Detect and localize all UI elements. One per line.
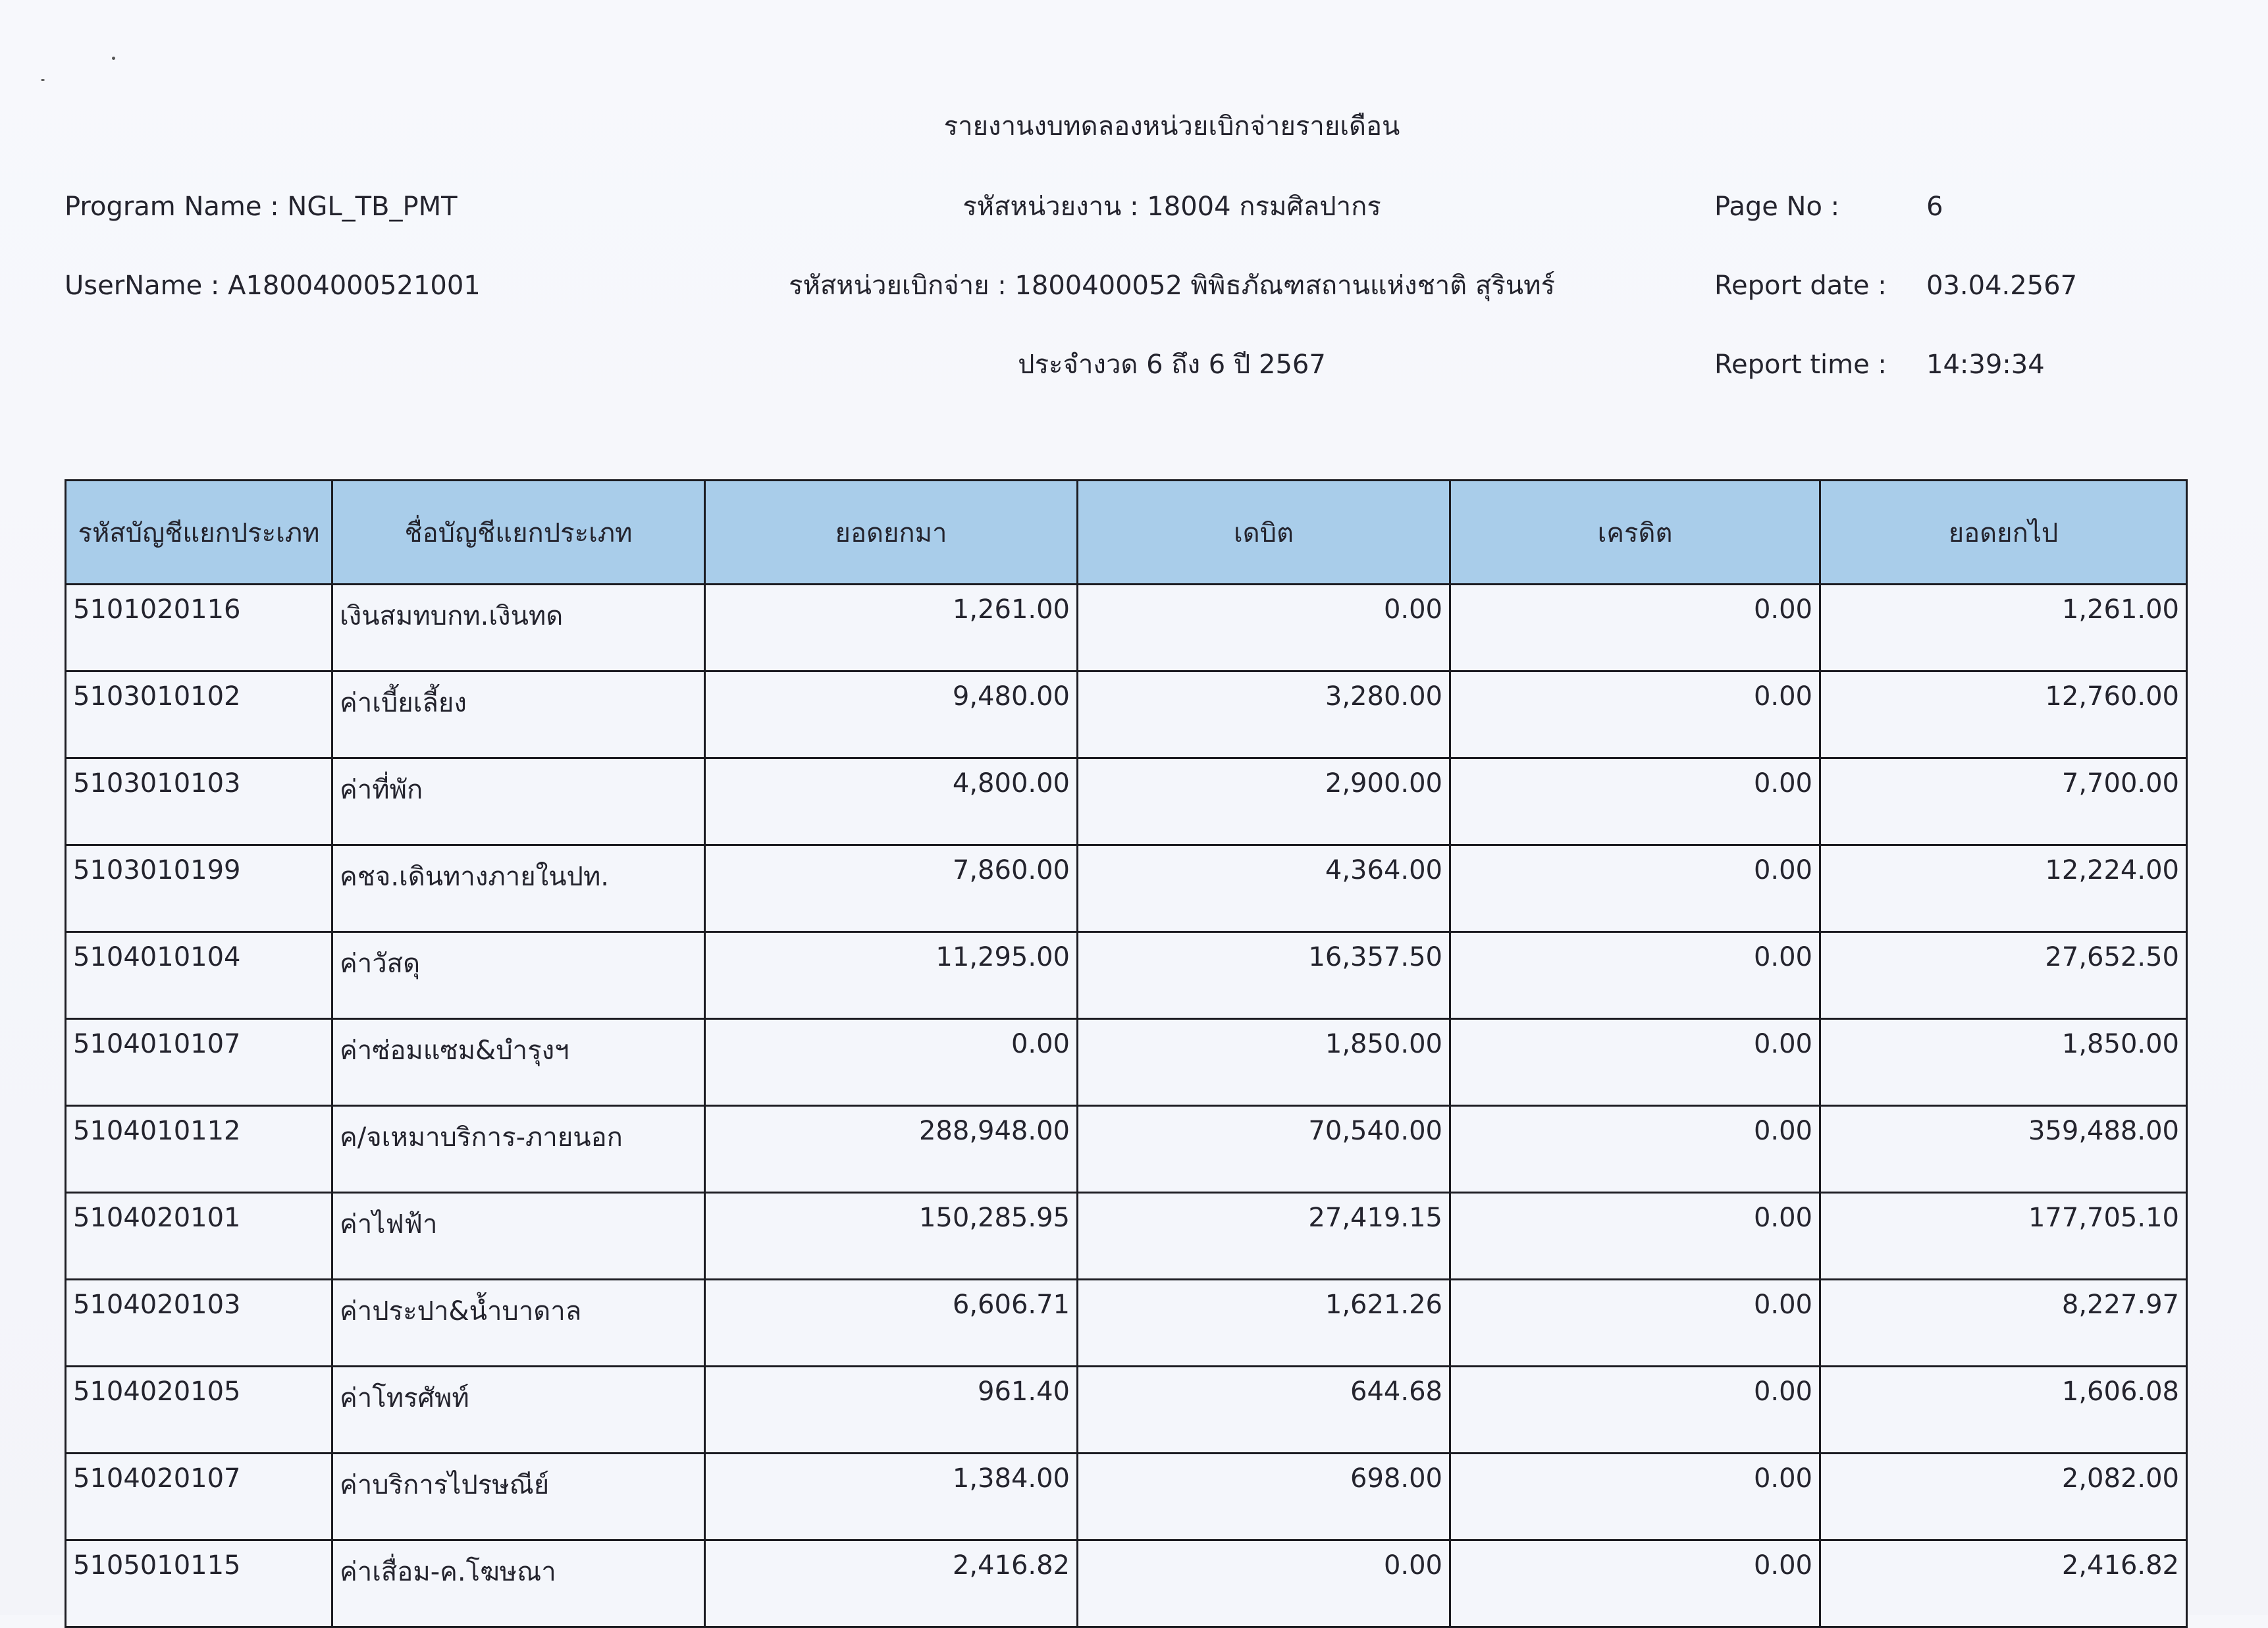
cell-debit: 70,540.00 xyxy=(1078,1106,1450,1193)
report-title: รายงานงบทดลองหน่วยเบิกจ่ายรายเดือน xyxy=(943,111,1400,142)
cell-account-code: 5105010115 xyxy=(66,1540,332,1627)
scan-speck xyxy=(112,57,115,60)
cell-brought-forward: 6,606.71 xyxy=(705,1280,1078,1367)
cell-brought-forward: 150,285.95 xyxy=(705,1193,1078,1280)
column-header-carried-forward: ยอดยกไป xyxy=(1820,481,2187,585)
cell-brought-forward: 2,416.82 xyxy=(705,1540,1078,1627)
cell-brought-forward: 1,261.00 xyxy=(705,585,1078,671)
cell-credit: 0.00 xyxy=(1450,1193,1820,1280)
cell-credit: 0.00 xyxy=(1450,671,1820,758)
cell-carried-forward: 2,082.00 xyxy=(1820,1454,2187,1540)
cell-account-name: ค่าประปา&น้ำบาดาล xyxy=(332,1280,705,1367)
cell-account-code: 5104020105 xyxy=(66,1367,332,1454)
cell-debit: 0.00 xyxy=(1078,585,1450,671)
cell-brought-forward: 7,860.00 xyxy=(705,845,1078,932)
column-header-brought-forward: ยอดยกมา xyxy=(705,481,1078,585)
trial-balance-table xyxy=(65,479,2188,1628)
cell-account-name: ค่าเบี้ยเลี้ยง xyxy=(332,671,705,758)
report-date-value: 03.04.2567 xyxy=(1926,271,2078,301)
cell-carried-forward: 12,224.00 xyxy=(1820,845,2187,932)
cell-carried-forward: 359,488.00 xyxy=(1820,1106,2187,1193)
cell-debit: 3,280.00 xyxy=(1078,671,1450,758)
page-no-label: Page No : xyxy=(1714,192,1840,222)
table-row xyxy=(66,1193,2187,1280)
cell-debit: 16,357.50 xyxy=(1078,932,1450,1019)
cell-debit: 2,900.00 xyxy=(1078,758,1450,845)
cell-credit: 0.00 xyxy=(1450,1019,1820,1106)
cell-debit: 4,364.00 xyxy=(1078,845,1450,932)
cell-account-code: 5104020103 xyxy=(66,1280,332,1367)
cell-brought-forward: 0.00 xyxy=(705,1019,1078,1106)
table-row xyxy=(66,758,2187,845)
cell-account-code: 5104020107 xyxy=(66,1454,332,1540)
table-header-row xyxy=(66,481,2187,585)
cell-brought-forward: 11,295.00 xyxy=(705,932,1078,1019)
program-name: Program Name : NGL_TB_PMT xyxy=(65,192,458,222)
cell-account-name: ค่าไฟฟ้า xyxy=(332,1193,705,1280)
cell-account-name: ค่าบริการไปรษณีย์ xyxy=(332,1454,705,1540)
cell-credit: 0.00 xyxy=(1450,1367,1820,1454)
cell-account-code: 5104010112 xyxy=(66,1106,332,1193)
agency-code-line: รหัสหน่วยงาน : 18004 กรมศิลปากร xyxy=(963,192,1381,222)
cell-account-name: เงินสมทบกท.เงินทด xyxy=(332,585,705,671)
cell-account-code: 5103010199 xyxy=(66,845,332,932)
user-name: UserName : A18004000521001 xyxy=(65,271,481,301)
cell-account-name: ค่าที่พัก xyxy=(332,758,705,845)
table-row xyxy=(66,671,2187,758)
cell-debit: 1,621.26 xyxy=(1078,1280,1450,1367)
cell-account-code: 5104010104 xyxy=(66,932,332,1019)
cell-carried-forward: 1,261.00 xyxy=(1820,585,2187,671)
cell-carried-forward: 1,606.08 xyxy=(1820,1367,2187,1454)
cell-credit: 0.00 xyxy=(1450,845,1820,932)
cell-carried-forward: 2,416.82 xyxy=(1820,1540,2187,1627)
cell-brought-forward: 288,948.00 xyxy=(705,1106,1078,1193)
column-header-credit: เครดิต xyxy=(1450,481,1820,585)
table-row xyxy=(66,1454,2187,1540)
table-row xyxy=(66,1280,2187,1367)
cell-brought-forward: 9,480.00 xyxy=(705,671,1078,758)
report-time-value: 14:39:34 xyxy=(1926,350,2045,380)
cell-account-code: 5103010103 xyxy=(66,758,332,845)
cell-account-name: คชจ.เดินทางภายในปท. xyxy=(332,845,705,932)
table-row xyxy=(66,585,2187,671)
cell-carried-forward: 7,700.00 xyxy=(1820,758,2187,845)
table-row xyxy=(66,1540,2187,1627)
cell-carried-forward: 1,850.00 xyxy=(1820,1019,2187,1106)
cell-account-code: 5101020116 xyxy=(66,585,332,671)
cell-account-name: ค่าวัสดุ xyxy=(332,932,705,1019)
cell-account-name: ค่าโทรศัพท์ xyxy=(332,1367,705,1454)
scan-speck xyxy=(41,79,45,81)
cell-credit: 0.00 xyxy=(1450,758,1820,845)
cell-credit: 0.00 xyxy=(1450,932,1820,1019)
cell-credit: 0.00 xyxy=(1450,1454,1820,1540)
cell-account-name: ค่าซ่อมแซม&บำรุงฯ xyxy=(332,1019,705,1106)
cell-brought-forward: 961.40 xyxy=(705,1367,1078,1454)
report-date-label: Report date : xyxy=(1714,271,1887,301)
cell-account-name: ค่าเสื่อม-ค.โฆษณา xyxy=(332,1540,705,1627)
column-header-account-name: ชื่อบัญชีแยกประเภท xyxy=(332,481,705,585)
table-row xyxy=(66,932,2187,1019)
table-row xyxy=(66,845,2187,932)
cell-carried-forward: 8,227.97 xyxy=(1820,1280,2187,1367)
page-no-value: 6 xyxy=(1926,192,1943,222)
cell-credit: 0.00 xyxy=(1450,585,1820,671)
cell-debit: 27,419.15 xyxy=(1078,1193,1450,1280)
cell-debit: 1,850.00 xyxy=(1078,1019,1450,1106)
cell-carried-forward: 27,652.50 xyxy=(1820,932,2187,1019)
column-header-account-code: รหัสบัญชีแยกประเภท xyxy=(66,481,332,585)
cell-account-name: ค/จเหมาบริการ-ภายนอก xyxy=(332,1106,705,1193)
cell-brought-forward: 4,800.00 xyxy=(705,758,1078,845)
cell-credit: 0.00 xyxy=(1450,1540,1820,1627)
table-row xyxy=(66,1106,2187,1193)
cell-credit: 0.00 xyxy=(1450,1280,1820,1367)
column-header-debit: เดบิต xyxy=(1078,481,1450,585)
table-row xyxy=(66,1019,2187,1106)
disbursing-unit-line: รหัสหน่วยเบิกจ่าย : 1800400052 พิพิธภัณฑสถานแห่งชาติ สุรินทร์ xyxy=(789,271,1555,301)
cell-debit: 698.00 xyxy=(1078,1454,1450,1540)
cell-carried-forward: 12,760.00 xyxy=(1820,671,2187,758)
cell-account-code: 5103010102 xyxy=(66,671,332,758)
cell-account-code: 5104020101 xyxy=(66,1193,332,1280)
period-line: ประจำงวด 6 ถึง 6 ปี 2567 xyxy=(1018,350,1326,380)
cell-debit: 0.00 xyxy=(1078,1540,1450,1627)
table-row xyxy=(66,1367,2187,1454)
cell-account-code: 5104010107 xyxy=(66,1019,332,1106)
report-time-label: Report time : xyxy=(1714,350,1887,380)
cell-brought-forward: 1,384.00 xyxy=(705,1454,1078,1540)
cell-credit: 0.00 xyxy=(1450,1106,1820,1193)
cell-carried-forward: 177,705.10 xyxy=(1820,1193,2187,1280)
cell-debit: 644.68 xyxy=(1078,1367,1450,1454)
